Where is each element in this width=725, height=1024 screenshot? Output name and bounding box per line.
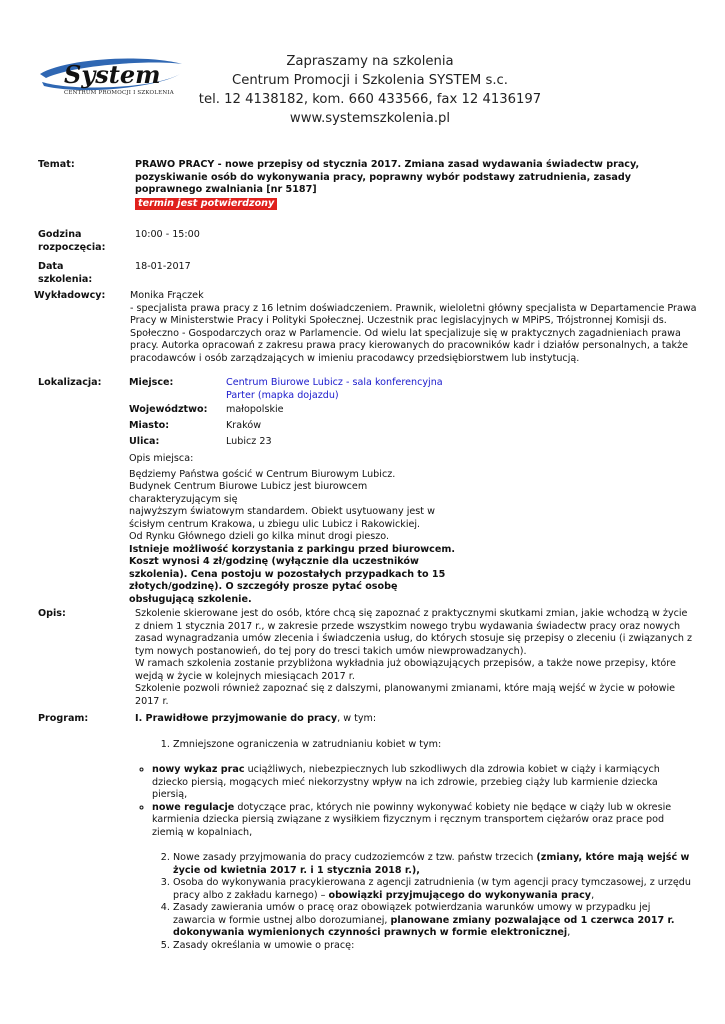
program-item: 3. Osoba do wykonywania pracykierowana z agencji zatrudnienia (w tym agencji pracy tymczasowej, z urzędu pracy albo z zakładu karnego) – obowiązki przyjmującego do wykonywania pracy, [173,877,695,902]
date-value: 18-01-2017 [135,261,191,272]
parking-info-line: Koszt wynosi 4 zł/godzinę (wyłącznie dla uczestników [129,556,419,567]
lecturer-bio: - specjalista prawa pracy z 16 letnim doświadczeniem. Prawnik, wieloletni główny specjalista w Departamencie Prawa Pracy w Ministerstwie Pracy i Polityki Społecznej. Uczestnik prac legislacyjnych w MPiPS, Trójstronnej Komisji ds. Społeczno - Gospodarczych oraz w Parlamencie. Od wielu lat specjalizuje się w praktycznych zagadnieniach prawa pracy. Autorka opracowań z zakresu prawa pracy kierowanych do pracowników kadr i działów personalnych, a także pracodawców i osób zarządzających w imieniu pracodawcy przedsiębiorstwem lub instytucją. [130,302,697,364]
venue-label: Miejsce: [129,377,174,388]
parking-info-line: Istnieje możliwość korzystania z parkingu przed biurowcem. [129,543,455,555]
city-label: Miasto: [129,420,170,431]
program-section-title: I. Prawidłowe przyjmowanie do pracy, w tym: [135,713,377,724]
venue-description-line: ścisłym centrum Krakowa, u zbiegu ulic Lubicz i Rakowickiej. [129,518,421,530]
description-paragraph: Szkolenie skierowane jest do osób, które chcą się zapoznać z praktycznymi skutkami zmian, jakie wchodzą w życie z dniem 1 stycznia 2017 r., w zakresie przede wszystkim nowego trybu wydawania świadectw pracy oraz nowych zasad wynagradzania umów zlecenia i świadczenia usług, do których stosuje się przepisy o zleceniu (i związanych z tym nowych postanowień, do tej pory do tresci takich umów niewprowadzanych). [135,608,692,657]
venue-description-line: Od Rynku Głównego dzieli go kilka minut drogi pieszo. [129,531,390,542]
topic-value [135,159,695,210]
venue-description-line: najwyższym światowym standardem. Obiekt usytuowany jest w [129,506,435,517]
program-bullet: ◦ nowe regulacje dotyczące prac, których nie powinny wykonywać kobiety nie będące w ciąży lub w okresie karmienia dziecka piersią związane z wysiłkiem fizycznym i ręcznym transportem ciężarów oraz prace pod ziemią w kopalniach, [152,802,695,840]
description-label: Opis: [38,608,66,619]
voivodeship-label: Województwo: [129,404,208,415]
topic-label: Temat: [38,159,75,170]
program-label: Program: [38,713,89,724]
program-bullet: ◦ nowy wykaz prac uciążliwych, niebezpiecznych lub szkodliwych dla zdrowia kobiet w ciąży i karmiących dziecko piersią, mogących mieć niekorzystny wpływ na ich zdrowie, przebieg ciąży lub karmienie dziecka piersią, [152,764,695,802]
lecturer-value [130,290,698,365]
header-contact [180,52,560,128]
venue-description-line: Budynek Centrum Biurowe Lubicz jest biurowcem [129,481,368,492]
program-bullet-list [135,764,695,839]
program-value [135,713,695,952]
header-line-1: Zapraszamy na szkolenia [286,54,454,69]
logo-subtitle: CENTRUM PROMOCJI I SZKOLENIA [64,90,174,96]
description-paragraph: W ramach szkolenia zostanie przybliżona wykładnia już obowiązujących przepisów, a także nowe przepisy, które wejdą w życie w kolejnych miesiącach 2017 r. [135,658,676,682]
location-label: Lokalizacja: [38,377,102,388]
topic-title: PRAWO PRACY - nowe przepisy od stycznia 2017. Zmiana zasad wydawania świadectw pracy, pozyskiwanie osób do wykonywania pracy, poprawny wybór podstawy zatrudnienia, zasady poprawnego zwalniania [nr 5187] [135,159,640,195]
parking-info-line: szkolenia). Cena postoju w pozostałych przypadkach to 15 [129,568,446,580]
venue-description-line: charakteryzującym się [129,493,238,505]
lecturer-name: Monika Frączek [130,290,204,301]
header-line-3: tel. 12 4138182, kom. 660 433566, fax 12 4136197 [198,92,542,107]
program-item: 4. Zasady zawierania umów o pracę oraz obowiązek potwierdzania warunków umowy w przypadku jej zawarcia w formie ustnej albo dorozumianej, planowane zmiany pozwalające od 1 czerwca 2017 r. dokonywania wymienionych czynności prawnych w formie elektronicznej, [173,902,695,940]
svg-text:System: System [64,60,161,89]
venue-description [129,469,689,607]
header-website-link[interactable]: www.systemszkolenia.pl [289,111,451,126]
start-time-value: 10:00 - 15:00 [135,229,200,240]
start-time-label: Godzina rozpoczęcia: [38,229,106,253]
program-list [135,739,695,953]
program-item: 5. Zasady określania w umowie o pracę: [173,940,695,953]
city-value: Kraków [226,420,262,431]
page-header [30,50,695,130]
street-value: Lubicz 23 [226,436,272,447]
status-badge: termin jest potwierdzony [135,198,277,211]
venue-name[interactable]: Centrum Biurowe Lubicz - sala konferencyjna [226,377,443,388]
venue-map-link[interactable]: Parter (mapka dojazdu) [226,389,339,401]
parking-info-line: złotych/godzinę). O szczegóły prosze pytać osobę [129,581,398,592]
program-item: 1. Zmniejszone ograniczenia w zatrudnianiu kobiet w tym: ◦ nowy wykaz prac uciążliwych, niebezpiecznych lub szkodliwych dla zdrowia kobiet w ciąży i karmiących dziecko piersią, mogących mieć niekorzystny wpływ na ich zdrowie, przebieg ciąży lub karmienie dziecka piersią, ◦ nowe regulacje dotyczące prac, których nie powinny wykonywać kobiety nie będące w ciąży lub w okresie karmienia dziecka piersią związane z wysiłkiem fizycznym i ręcznym transportem ciężarów oraz prace pod ziemią w kopalniach, [173,739,695,840]
program-item: 2. Nowe zasady przyjmowania do pracy cudzoziemców z tzw. państw trzecich (zmiany, które mają wejść w życie od kwietnia 2017 r. i 1 stycznia 2018 r.), [173,852,695,877]
street-label: Ulica: [129,436,160,447]
header-line-2: Centrum Promocji i Szkolenia SYSTEM s.c. [232,73,508,88]
description-paragraph: Szkolenie pozwoli również zapoznać się z dalszymi, planowanymi zmianami, które mają wejść w życie w połowie 2017 r. [135,683,676,707]
venue-description-label: Opis miejsca: [129,453,194,464]
description-value [135,608,695,708]
location-details [129,377,689,606]
lecturer-label: Wykładowcy: [34,290,106,301]
parking-info-line: obsługującą szkolenie. [129,593,252,605]
venue-description-line: Będziemy Państwa gościć w Centrum Biurowym Lubicz. [129,468,396,480]
venue-link[interactable] [226,377,443,402]
date-label: Data szkolenia: [38,261,93,285]
voivodeship-value: małopolskie [226,404,284,415]
